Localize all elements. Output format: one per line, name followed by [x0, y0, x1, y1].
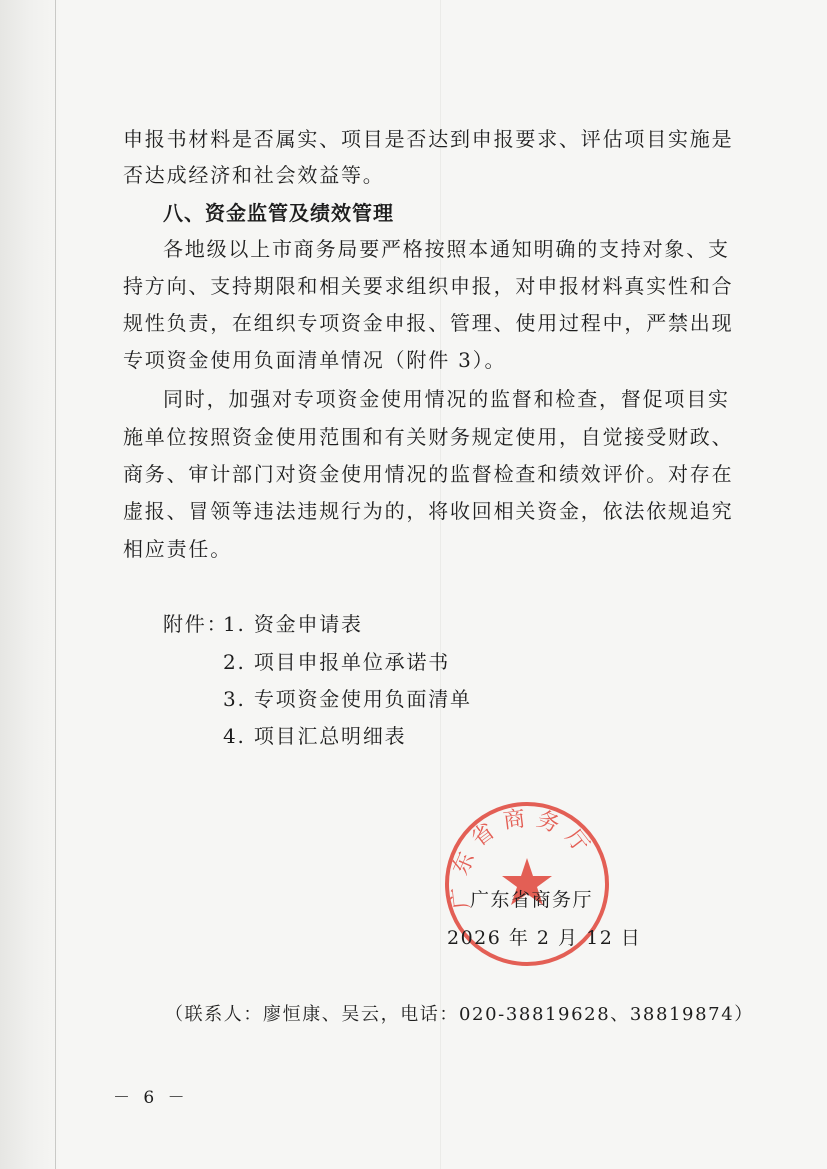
- body-line: 否达成经济和社会效益等。: [123, 163, 385, 187]
- body-line: 相应责任。: [123, 537, 232, 561]
- section-heading: 八、资金监管及绩效管理: [163, 201, 394, 225]
- body-line: 虚报、冒领等违法违规行为的，将收回相关资金，依法依规追究: [123, 499, 734, 523]
- body-line: 持方向、支持期限和相关要求组织申报，对申报材料真实性和合: [123, 274, 734, 298]
- signature-date: 2026 年 2 月 12 日: [447, 927, 642, 949]
- scan-shadow: [0, 0, 62, 1169]
- attachment-item: 4. 项目汇总明细表: [223, 724, 407, 748]
- body-line: 申报书材料是否属实、项目是否达到申报要求、评估项目实施是: [123, 127, 734, 151]
- body-line: 各地级以上市商务局要严格按照本通知明确的支持对象、支: [163, 237, 730, 261]
- body-line: 商务、审计部门对资金使用情况的监督检查和绩效评价。对存在: [123, 462, 734, 486]
- page-number: － 6 －: [113, 1088, 189, 1108]
- attachment-item: 3. 专项资金使用负面清单: [223, 687, 472, 711]
- attachments-label: 附件：: [163, 612, 229, 636]
- contact-info: （联系人：廖恒康、吴云，电话：020-38819628、38819874）: [165, 1004, 754, 1025]
- signature-organization: 广东省商务厅: [470, 889, 594, 911]
- body-line: 规性负责，在组织专项资金申报、管理、使用过程中，严禁出现: [123, 311, 734, 335]
- page-fold-line: [440, 0, 441, 1169]
- seal-arc-text: 广东省商务厅: [446, 805, 599, 911]
- body-line: 同时，加强对专项资金使用情况的监督和检查，督促项目实: [163, 387, 730, 411]
- body-line: 专项资金使用负面清单情况（附件 3）。: [123, 348, 507, 372]
- body-line: 施单位按照资金使用范围和有关财务规定使用，自觉接受财政、: [123, 425, 734, 449]
- attachment-item: 1. 资金申请表: [223, 612, 363, 636]
- page-binding-line: [55, 0, 56, 1169]
- attachment-item: 2. 项目申报单位承诺书: [223, 650, 451, 674]
